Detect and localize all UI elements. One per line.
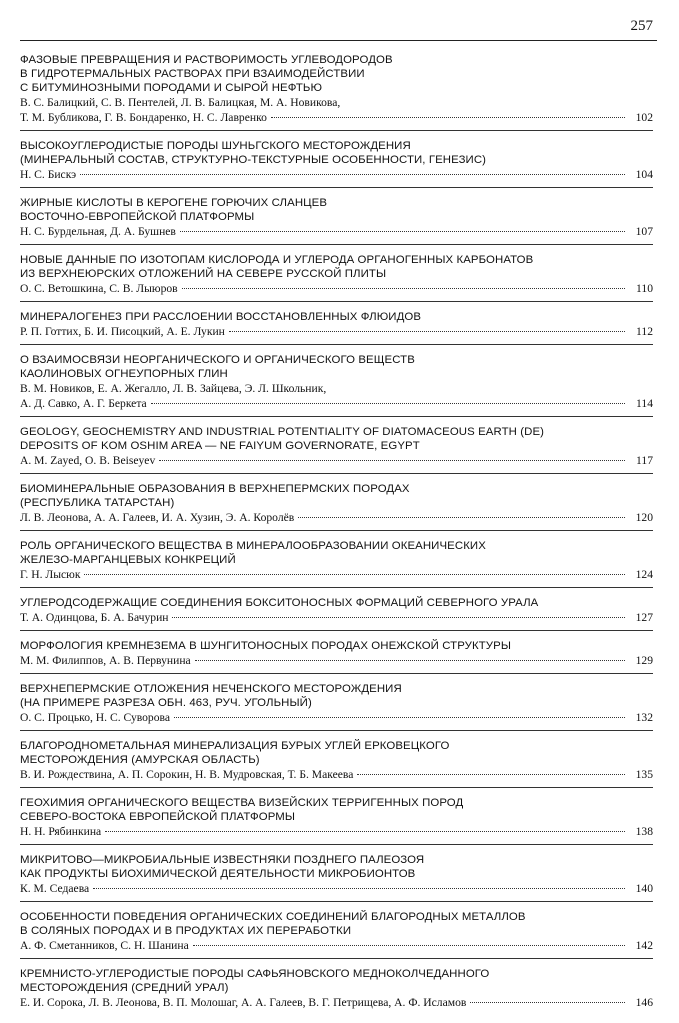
article-title-line: ЖИРНЫЕ КИСЛОТЫ В КЕРОГЕНЕ ГОРЮЧИХ СЛАНЦЕВ xyxy=(20,197,328,209)
toc-entry xyxy=(20,639,653,674)
article-title xyxy=(20,796,653,824)
authors-line: Е. И. Сорока, Л. В. Леонова, В. П. Молошаг, А. А. Галеев, В. Г. Петрищева, А. Ф. Исламов xyxy=(20,996,467,1009)
authors-line: Г. Н. Лысюк xyxy=(20,568,81,581)
article-title-line: ВОСТОЧНО-ЕВРОПЕЙСКОЙ ПЛАТФОРМЫ xyxy=(20,211,255,223)
article-title xyxy=(20,196,653,224)
article-authors xyxy=(20,453,653,468)
page-reference: 112 xyxy=(636,325,653,338)
article-title xyxy=(20,482,653,510)
article-title-line: DEPOSITS OF KOM OSHIM AREA — NE FAIYUM GOVERNORATE, EGYPT xyxy=(20,440,420,452)
authors-line: А. Д. Савко, А. Г. Беркета xyxy=(20,397,147,410)
authors-line-with-page xyxy=(20,767,653,782)
toc-entry xyxy=(20,682,653,731)
authors-line: Р. П. Готтих, Б. И. Писоцкий, А. Е. Лукин xyxy=(20,325,225,338)
article-title xyxy=(20,310,653,324)
page-reference: 142 xyxy=(635,939,653,952)
table-of-contents xyxy=(20,53,653,1023)
authors-line-with-page xyxy=(20,224,653,239)
article-authors xyxy=(20,881,653,896)
toc-entry xyxy=(20,539,653,588)
article-authors xyxy=(20,167,653,182)
article-title-line: (РЕСПУБЛИКА ТАТАРСТАН) xyxy=(20,497,175,509)
authors-line-with-page xyxy=(20,167,653,182)
page-reference: 117 xyxy=(636,454,653,467)
authors-line-with-page xyxy=(20,110,653,125)
toc-entry xyxy=(20,253,653,302)
article-authors xyxy=(20,610,653,625)
page-reference: 120 xyxy=(635,511,653,524)
article-authors xyxy=(20,95,653,125)
dot-leader xyxy=(229,331,625,332)
authors-line-with-page xyxy=(20,710,653,725)
authors-line: В. И. Рождествина, А. П. Сорокин, Н. В. Мудровская, Т. Б. Макеева xyxy=(20,768,354,781)
authors-line: О. С. Процько, Н. С. Суворова xyxy=(20,711,170,724)
authors-line: В. С. Балицкий, С. В. Пентелей, Л. В. Балицкая, М. А. Новикова, xyxy=(20,96,341,109)
article-title-line: ФАЗОВЫЕ ПРЕВРАЩЕНИЯ И РАСТВОРИМОСТЬ УГЛЕВОДОРОДОВ xyxy=(20,54,393,66)
article-title-line: В СОЛЯНЫХ ПОРОДАХ И В ПРОДУКТАХ ИХ ПЕРЕРАБОТКИ xyxy=(20,925,352,937)
article-title-line: УГЛЕРОДСОДЕРЖАЩИЕ СОЕДИНЕНИЯ БОКСИТОНОСНЫХ ФОРМАЦИЙ СЕВЕРНОГО УРАЛА xyxy=(20,597,539,609)
article-title-line: ГЕОХИМИЯ ОРГАНИЧЕСКОГО ВЕЩЕСТВА ВИЗЕЙСКИХ ТЕРРИГЕННЫХ ПОРОД xyxy=(20,797,464,809)
dot-leader xyxy=(470,1002,625,1003)
article-title-line: С БИТУМИНОЗНЫМИ ПОРОДАМИ И СЫРОЙ НЕФТЬЮ xyxy=(20,82,323,94)
authors-line-with-page xyxy=(20,510,653,525)
header-rule xyxy=(20,40,657,41)
article-authors xyxy=(20,653,653,668)
article-title-line: КАК ПРОДУКТЫ БИОХИМИЧЕСКОЙ ДЕЯТЕЛЬНОСТИ МИКРОБИОНТОВ xyxy=(20,868,416,880)
article-title xyxy=(20,639,653,653)
article-authors xyxy=(20,824,653,839)
article-title-line: МИКРИТОВО—МИКРОБИАЛЬНЫЕ ИЗВЕСТНЯКИ ПОЗДНЕГО ПАЛЕОЗОЯ xyxy=(20,854,425,866)
dot-leader xyxy=(180,231,625,232)
article-title xyxy=(20,353,653,381)
article-authors xyxy=(20,324,653,339)
article-authors xyxy=(20,510,653,525)
article-title xyxy=(20,853,653,881)
authors-line: Н. Н. Рябинкина xyxy=(20,825,102,838)
article-title-line: (НА ПРИМЕРЕ РАЗРЕЗА ОБН. 463, РУЧ. УГОЛЬНЫЙ) xyxy=(20,697,312,709)
dot-leader xyxy=(84,574,625,575)
authors-line: A. M. Zayed, O. B. Beiseyev xyxy=(20,454,156,467)
page-number: 257 xyxy=(630,18,653,34)
article-authors xyxy=(20,224,653,239)
dot-leader xyxy=(271,117,625,118)
article-authors xyxy=(20,381,653,411)
dot-leader xyxy=(172,617,625,618)
article-title xyxy=(20,539,653,567)
article-title-line: КАОЛИНОВЫХ ОГНЕУПОРНЫХ ГЛИН xyxy=(20,368,228,380)
dot-leader xyxy=(80,174,625,175)
authors-line-with-page xyxy=(20,396,653,411)
article-title-line: БЛАГОРОДНОМЕТАЛЬНАЯ МИНЕРАЛИЗАЦИЯ БУРЫХ УГЛЕЙ ЕРКОВЕЦКОГО xyxy=(20,740,450,752)
article-title-line: ИЗ ВЕРХНЕЮРСКИХ ОТЛОЖЕНИЙ НА СЕВЕРЕ РУССКОЙ ПЛИТЫ xyxy=(20,268,387,280)
article-title-line: ОСОБЕННОСТИ ПОВЕДЕНИЯ ОРГАНИЧЕСКИХ СОЕДИНЕНИЙ БЛАГОРОДНЫХ МЕТАЛЛОВ xyxy=(20,911,526,923)
dot-leader xyxy=(298,517,625,518)
article-authors xyxy=(20,995,653,1010)
authors-line-with-page xyxy=(20,610,653,625)
article-authors xyxy=(20,567,653,582)
page-reference: 104 xyxy=(635,168,653,181)
article-title-line: МЕСТОРОЖДЕНИЯ (АМУРСКАЯ ОБЛАСТЬ) xyxy=(20,754,260,766)
toc-entry xyxy=(20,353,653,417)
authors-line: Н. С. Бурдельная, Д. А. Бушнев xyxy=(20,225,176,238)
article-title-line: МЕСТОРОЖДЕНИЯ (СРЕДНИЙ УРАЛ) xyxy=(20,982,229,994)
page-reference: 124 xyxy=(635,568,653,581)
authors-line: А. Ф. Сметанников, С. Н. Шанина xyxy=(20,939,189,952)
article-title-line: ВЫСОКОУГЛЕРОДИСТЫЕ ПОРОДЫ ШУНЬГСКОГО МЕСТОРОЖДЕНИЯ xyxy=(20,140,411,152)
authors-line-with-page xyxy=(20,281,653,296)
authors-line: Л. В. Леонова, А. А. Галеев, И. А. Хузин, Э. А. Королёв xyxy=(20,511,295,524)
article-title-line: НОВЫЕ ДАННЫЕ ПО ИЗОТОПАМ КИСЛОРОДА И УГЛЕРОДА ОРГАНОГЕННЫХ КАРБОНАТОВ xyxy=(20,254,534,266)
authors-line-with-page xyxy=(20,653,653,668)
authors-line-with-page xyxy=(20,938,653,953)
article-authors xyxy=(20,767,653,782)
authors-line: М. М. Филиппов, А. В. Первунина xyxy=(20,654,191,667)
article-title-line: КРЕМНИСТО-УГЛЕРОДИСТЫЕ ПОРОДЫ САФЬЯНОВСКОГО МЕДНОКОЛЧЕДАННОГО xyxy=(20,968,490,980)
page-reference: 140 xyxy=(635,882,653,895)
article-title-line: МОРФОЛОГИЯ КРЕМНЕЗЕМА В ШУНГИТОНОСНЫХ ПОРОДАХ ОНЕЖСКОЙ СТРУКТУРЫ xyxy=(20,640,512,652)
article-title-line: БИОМИНЕРАЛЬНЫЕ ОБРАЗОВАНИЯ В ВЕРХНЕПЕРМСКИХ ПОРОДАХ xyxy=(20,483,410,495)
article-title-line: GEOLOGY, GEOCHEMISTRY AND INDUSTRIAL POTENTIALITY OF DIATOMACEOUS EARTH (DE) xyxy=(20,426,545,438)
toc-entry xyxy=(20,425,653,474)
article-title xyxy=(20,253,653,281)
dot-leader xyxy=(195,660,625,661)
page-reference: 146 xyxy=(635,996,653,1009)
article-title-line: СЕВЕРО-ВОСТОКА ЕВРОПЕЙСКОЙ ПЛАТФОРМЫ xyxy=(20,811,296,823)
article-title xyxy=(20,739,653,767)
authors-line-with-page xyxy=(20,995,653,1010)
dot-leader xyxy=(174,717,625,718)
article-title xyxy=(20,910,653,938)
page-reference: 138 xyxy=(635,825,653,838)
authors-line-with-page xyxy=(20,824,653,839)
page-reference: 129 xyxy=(635,654,653,667)
article-authors xyxy=(20,938,653,953)
article-title xyxy=(20,682,653,710)
article-authors xyxy=(20,710,653,725)
article-title xyxy=(20,139,653,167)
toc-entry xyxy=(20,482,653,531)
dot-leader xyxy=(193,945,625,946)
authors-line: Т. А. Одинцова, Б. А. Бачурин xyxy=(20,611,169,624)
authors-line: В. М. Новиков, Е. А. Жегалло, Л. В. Зайцева, Э. Л. Школьник, xyxy=(20,382,327,395)
toc-entry xyxy=(20,596,653,631)
article-title xyxy=(20,967,653,995)
article-title-line: ЖЕЛЕЗО-МАРГАНЦЕВЫХ КОНКРЕЦИЙ xyxy=(20,554,236,566)
article-title-line: (МИНЕРАЛЬНЫЙ СОСТАВ, СТРУКТУРНО-ТЕКСТУРНЫЕ ОСОБЕННОСТИ, ГЕНЕЗИС) xyxy=(20,154,487,166)
page-reference: 135 xyxy=(635,768,653,781)
article-title-line: В ГИДРОТЕРМАЛЬНЫХ РАСТВОРАХ ПРИ ВЗАИМОДЕЙСТВИИ xyxy=(20,68,365,80)
article-title-line: РОЛЬ ОРГАНИЧЕСКОГО ВЕЩЕСТВА В МИНЕРАЛООБРАЗОВАНИИ ОКЕАНИЧЕСКИХ xyxy=(20,540,486,552)
dot-leader xyxy=(357,774,625,775)
page-reference: 107 xyxy=(635,225,653,238)
authors-line-with-page xyxy=(20,881,653,896)
page-reference: 102 xyxy=(635,111,653,124)
page-reference: 110 xyxy=(636,282,653,295)
authors-line-with-page xyxy=(20,324,653,339)
authors-line: О. С. Ветошкина, С. В. Лыюров xyxy=(20,282,178,295)
dot-leader xyxy=(159,460,625,461)
article-title-line: МИНЕРАЛОГЕНЕЗ ПРИ РАССЛОЕНИИ ВОССТАНОВЛЕННЫХ ФЛЮИДОВ xyxy=(20,311,422,323)
article-title-line: ВЕРХНЕПЕРМСКИЕ ОТЛОЖЕНИЯ НЕЧЕНСКОГО МЕСТОРОЖДЕНИЯ xyxy=(20,683,402,695)
toc-entry xyxy=(20,910,653,959)
page-reference: 127 xyxy=(635,611,653,624)
page-reference: 114 xyxy=(636,397,653,410)
page-reference: 132 xyxy=(635,711,653,724)
article-authors xyxy=(20,281,653,296)
authors-line: Н. С. Бискэ xyxy=(20,168,77,181)
toc-entry xyxy=(20,53,653,131)
dot-leader xyxy=(93,888,625,889)
article-title xyxy=(20,53,653,95)
authors-line: Т. М. Бубликова, Г. В. Бондаренко, Н. С. Лавренко xyxy=(20,111,267,124)
dot-leader xyxy=(105,831,625,832)
toc-entry xyxy=(20,796,653,845)
toc-entry xyxy=(20,967,653,1015)
toc-entry xyxy=(20,139,653,188)
authors-line-with-page xyxy=(20,453,653,468)
authors-line: К. М. Седаева xyxy=(20,882,90,895)
toc-entry xyxy=(20,310,653,345)
dot-leader xyxy=(151,403,625,404)
toc-entry xyxy=(20,196,653,245)
article-title xyxy=(20,425,653,453)
toc-entry xyxy=(20,853,653,902)
dot-leader xyxy=(182,288,625,289)
article-title-line: О ВЗАИМОСВЯЗИ НЕОРГАНИЧЕСКОГО И ОРГАНИЧЕСКОГО ВЕЩЕСТВ xyxy=(20,354,415,366)
article-title xyxy=(20,596,653,610)
toc-entry xyxy=(20,739,653,788)
authors-line-with-page xyxy=(20,567,653,582)
